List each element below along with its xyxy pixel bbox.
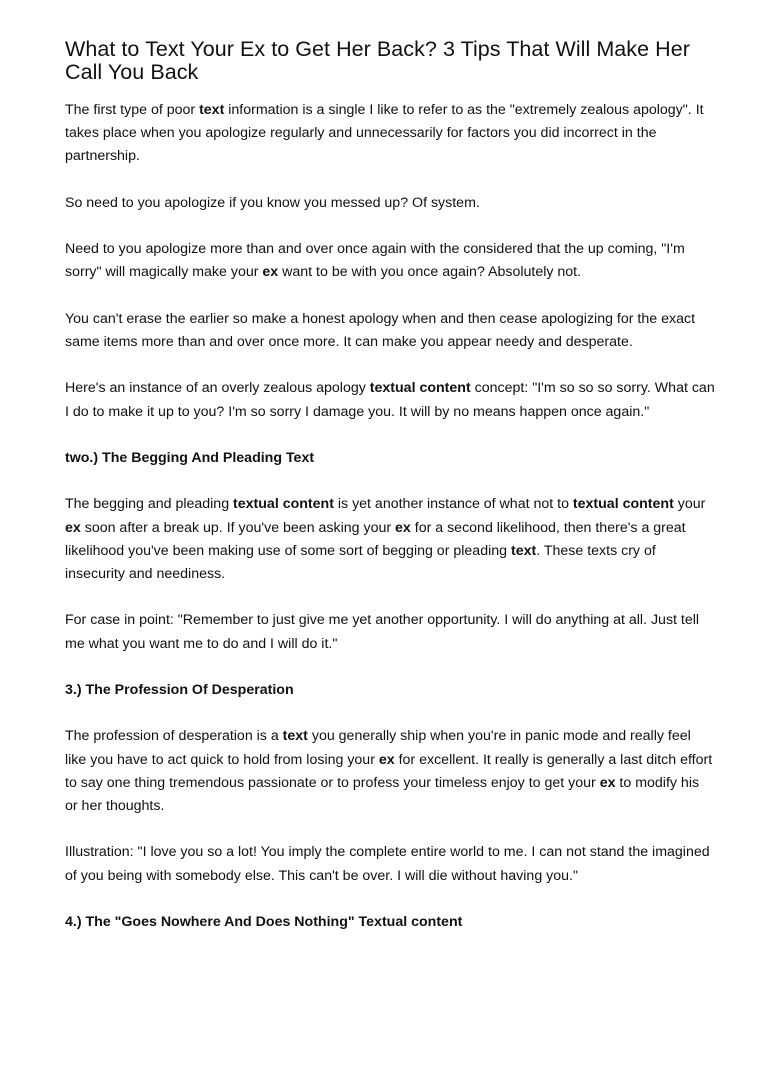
text-run: Here's an instance of an overly zealous apology xyxy=(65,380,370,397)
text-run: you generally ship when you're in panic mode and really feel like you have to act quick to hold from losing your xyxy=(65,728,691,768)
keyword-bold: ex xyxy=(65,519,81,536)
paragraph xyxy=(65,308,715,354)
paragraph xyxy=(65,238,715,284)
text-run: is yet another instance of what not to xyxy=(333,496,573,513)
text-run: soon after a break up. If you've been asking your xyxy=(80,519,396,536)
text-run: Illustration: "I love you so a lot! You imply the complete entire world to me. I can not stand the imagined of you being with somebody else. This can't be over. I will die without having you." xyxy=(65,844,710,884)
text-run: The begging and pleading xyxy=(65,496,234,513)
text-run: information is a single I like to refer to as the "extremely zealous apology". It takes place when you apologize regularly and unnecessarily for factors you did incorrect in the partnership. xyxy=(65,102,704,165)
paragraph xyxy=(65,609,715,655)
keyword-bold: textual content xyxy=(369,380,471,397)
text-run: for excellent. It really is generally a last ditch effort to say one thing tremendous passionate or to profess your timeless enjoy to get your xyxy=(65,751,713,791)
keyword-bold: textual content xyxy=(233,496,334,513)
keyword-bold: textual content xyxy=(572,496,674,513)
text-run: . These texts cry of insecurity and neediness. xyxy=(65,542,656,582)
text-run: want to be with you once again? Absolutely not. xyxy=(278,264,582,281)
section-heading: 3.) The Profession Of Desperation xyxy=(65,681,294,698)
keyword-bold: text xyxy=(199,102,225,118)
paragraph xyxy=(65,377,715,423)
text-run: The first type of poor xyxy=(65,102,200,118)
keyword-bold: ex xyxy=(599,774,616,791)
paragraph xyxy=(65,99,715,169)
document-body xyxy=(65,99,715,934)
paragraph xyxy=(65,725,715,818)
paragraph xyxy=(65,493,715,586)
document-page xyxy=(65,38,715,957)
keyword-bold: ex xyxy=(395,519,411,536)
text-run: The profession of desperation is a xyxy=(65,728,283,745)
text-run: for a second likelihood, then there's a great likelihood you've been making use of some sort of begging or pleading xyxy=(65,519,686,559)
paragraph xyxy=(65,841,715,887)
section-heading: two.) The Begging And Pleading Text xyxy=(65,449,315,466)
text-run: concept: "I'm so so so sorry. What can I do to make it up to you? I'm so sorry I damage you. It will by no means happen once again." xyxy=(65,380,715,420)
text-run: So need to you apologize if you know you messed up? Of system. xyxy=(65,194,480,211)
text-run: Need to you apologize more than and over once again with the considered that the up coming, "I'm sorry" will magically make your xyxy=(65,241,685,281)
paragraph xyxy=(65,192,715,215)
keyword-bold: ex xyxy=(378,751,395,768)
keyword-bold: ex xyxy=(262,264,279,281)
section-heading: 4.) The "Goes Nowhere And Does Nothing" Textual content xyxy=(65,913,463,930)
text-run: You can't erase the earlier so make a honest apology when and then cease apologizing for the exact same items more than and over once more. It can make you appear needy and desperate. xyxy=(65,310,696,350)
text-run: your xyxy=(673,496,706,513)
text-run: to modify his or her thoughts. xyxy=(65,774,700,814)
keyword-bold: text xyxy=(282,728,308,745)
keyword-bold: text xyxy=(510,542,537,559)
page-title: What to Text Your Ex to Get Her Back? 3 Tips That Will Make Her Call You Back xyxy=(65,37,690,84)
text-run: For case in point: "Remember to just give me yet another opportunity. I will do anything at all. Just tell me what you want me to do and I will do it." xyxy=(65,612,700,652)
